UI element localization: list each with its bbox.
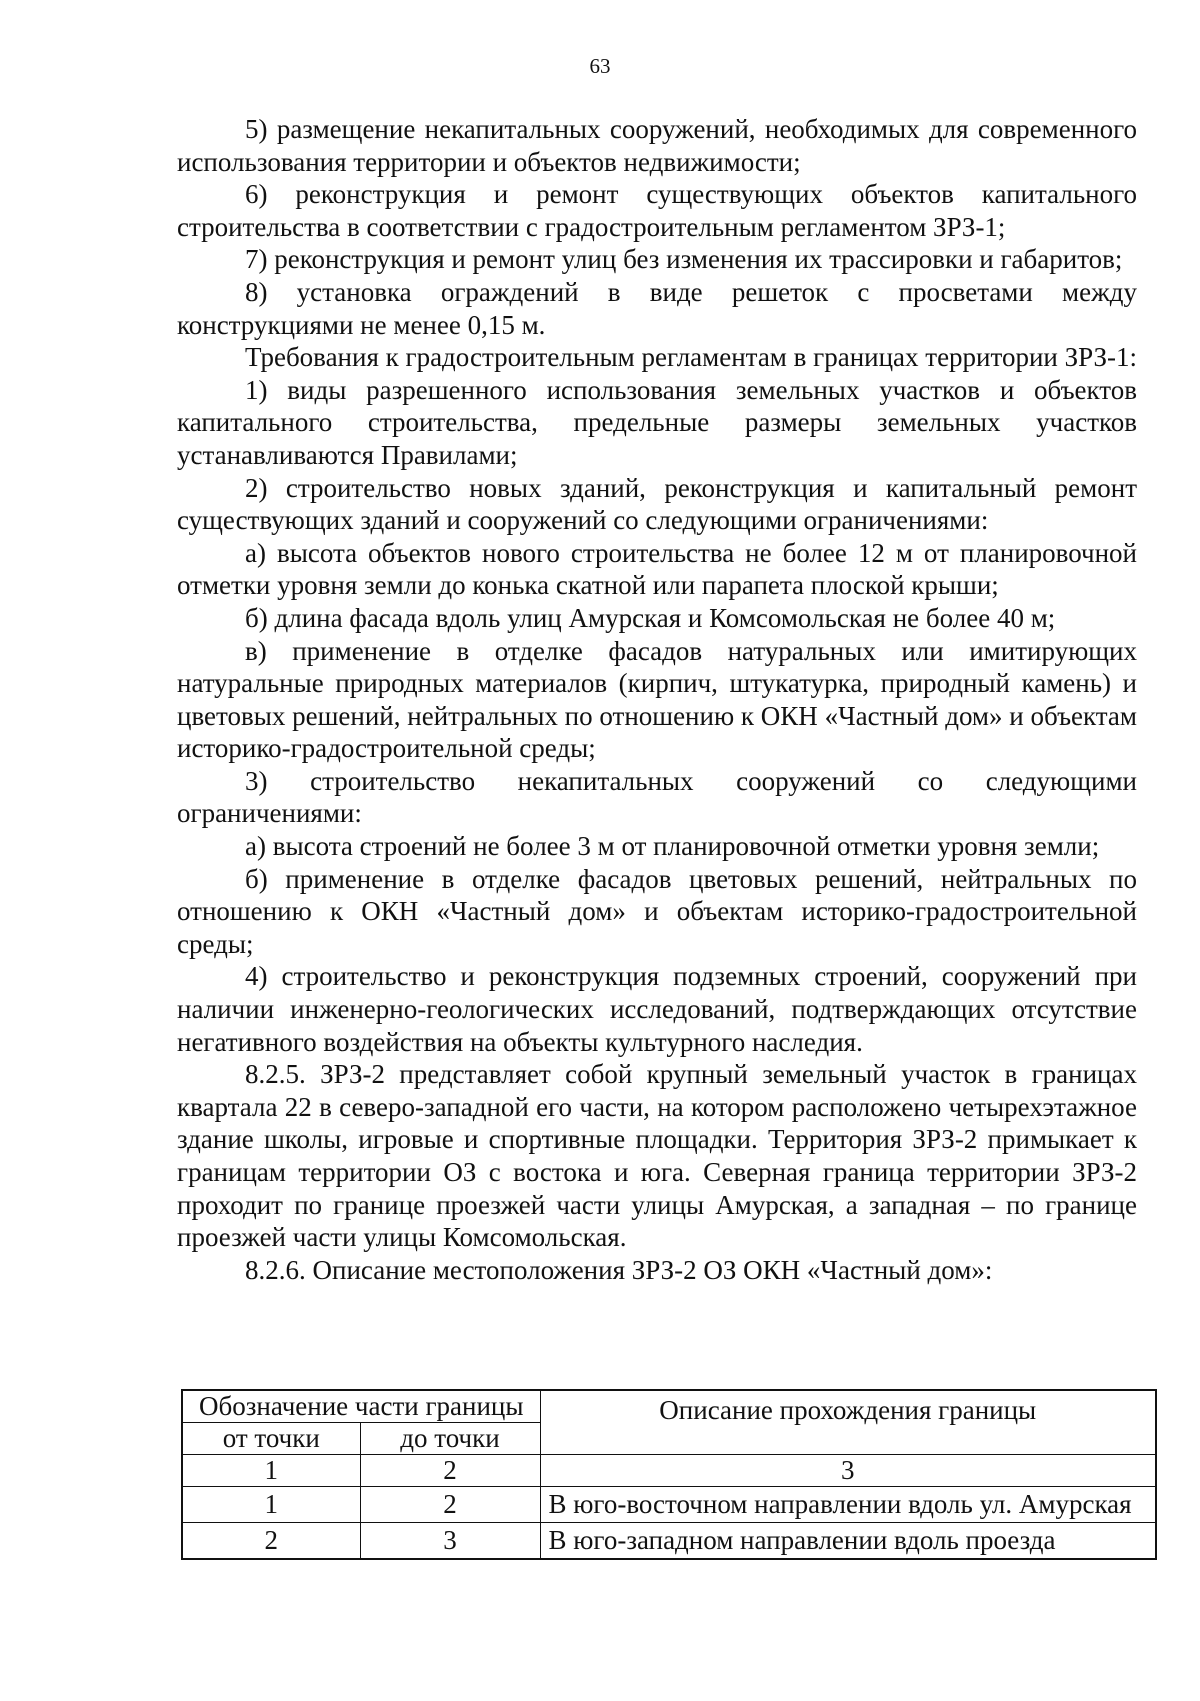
paragraph: 8.2.6. Описание местоположения ЗРЗ-2 ОЗ ОКН «Частный дом»: <box>245 1254 993 1285</box>
cell-to-point: 2 <box>360 1487 540 1523</box>
paragraph: 3) строительство некапитальных сооружений со следующими ограничениями: <box>177 765 1137 829</box>
column-number: 2 <box>360 1455 540 1487</box>
header-to-point: до точки <box>360 1423 540 1455</box>
header-description: Описание прохождения границы <box>540 1390 1156 1455</box>
paragraph: 2) строительство новых зданий, реконструкция и капитальный ремонт существующих зданий и сооружений со следующими ограничениями: <box>177 472 1137 536</box>
column-number: 3 <box>540 1455 1156 1487</box>
paragraph: 7) реконструкция и ремонт улиц без изменения их трассировки и габаритов; <box>245 244 1123 275</box>
paragraph: 5) размещение некапитальных сооружений, необходимых для современного использования территории и объектов недвижимости; <box>177 114 1137 177</box>
table-numbering-row <box>182 1455 1156 1487</box>
paragraph: а) высота объектов нового строительства не более 12 м от планировочной отметки уровня земли до конька скатной или парапета плоской крыши; <box>177 537 1137 601</box>
paragraph: 6) реконструкция и ремонт существующих объектов капитального строительства в соответствии с градостроительным регламентом ЗРЗ-1; <box>177 179 1137 242</box>
header-boundary-part: Обозначение части границы <box>182 1390 540 1423</box>
paragraph: 8.2.5. ЗРЗ-2 представляет собой крупный земельный участок в границах квартала 22 в северо-западной его части, на котором расположено четырехэтажное здание школы, игровые и спортивные площадки. Территория ЗРЗ-2 примыкает к границам территории ОЗ с востока и юга. Северная граница территории ЗРЗ-2 проходит по границе проезжей части улицы Амурская, а западная – по границе проезжей части улицы Комсомольская. <box>177 1059 1137 1253</box>
cell-description: В юго-западном направлении вдоль проезда <box>540 1523 1156 1560</box>
table-header-row <box>182 1390 1156 1423</box>
body-text <box>177 113 1137 1286</box>
paragraph: 4) строительство и реконструкция подземных строений, сооружений при наличии инженерно-геологических исследований, подтверждающих отсутствие негативного воздействия на объекты культурного наследия. <box>177 961 1137 1057</box>
page-number: 63 <box>589 54 611 78</box>
cell-from-point: 2 <box>182 1523 360 1560</box>
paragraph: б) длина фасада вдоль улиц Амурская и Комсомольская не более 40 м; <box>245 602 1056 633</box>
column-number: 1 <box>182 1455 360 1487</box>
table-row <box>182 1523 1156 1560</box>
header-from-point: от точки <box>182 1423 360 1455</box>
paragraph: а) высота строений не более 3 м от планировочной отметки уровня земли; <box>245 831 1100 862</box>
table-row <box>182 1487 1156 1523</box>
paragraph: б) применение в отделке фасадов цветовых решений, нейтральных по отношению к ОКН «Частный дом» и объектам историко-градостроительной среды; <box>177 863 1137 959</box>
paragraph: в) применение в отделке фасадов натуральных или имитирующих натуральные природных материалов (кирпич, штукатурка, природный камень) и цветовых решений, нейтральных по отношению к ОКН «Частный дом» и объектам историко-градостроительной среды; <box>177 635 1137 764</box>
boundary-table <box>181 1389 1157 1560</box>
paragraph: 8) установка ограждений в виде решеток с просветами между конструкциями не менее 0,15 м. <box>177 276 1137 340</box>
paragraph: 1) виды разрешенного использования земельных участков и объектов капитального строительства, предельные размеры земельных участков устанавливаются Правилами; <box>177 374 1137 470</box>
cell-from-point: 1 <box>182 1487 360 1523</box>
paragraph: Требования к градостроительным регламентам в границах территории ЗРЗ-1: <box>245 342 1137 373</box>
cell-description: В юго-восточном направлении вдоль ул. Амурская <box>540 1487 1156 1523</box>
cell-to-point: 3 <box>360 1523 540 1560</box>
